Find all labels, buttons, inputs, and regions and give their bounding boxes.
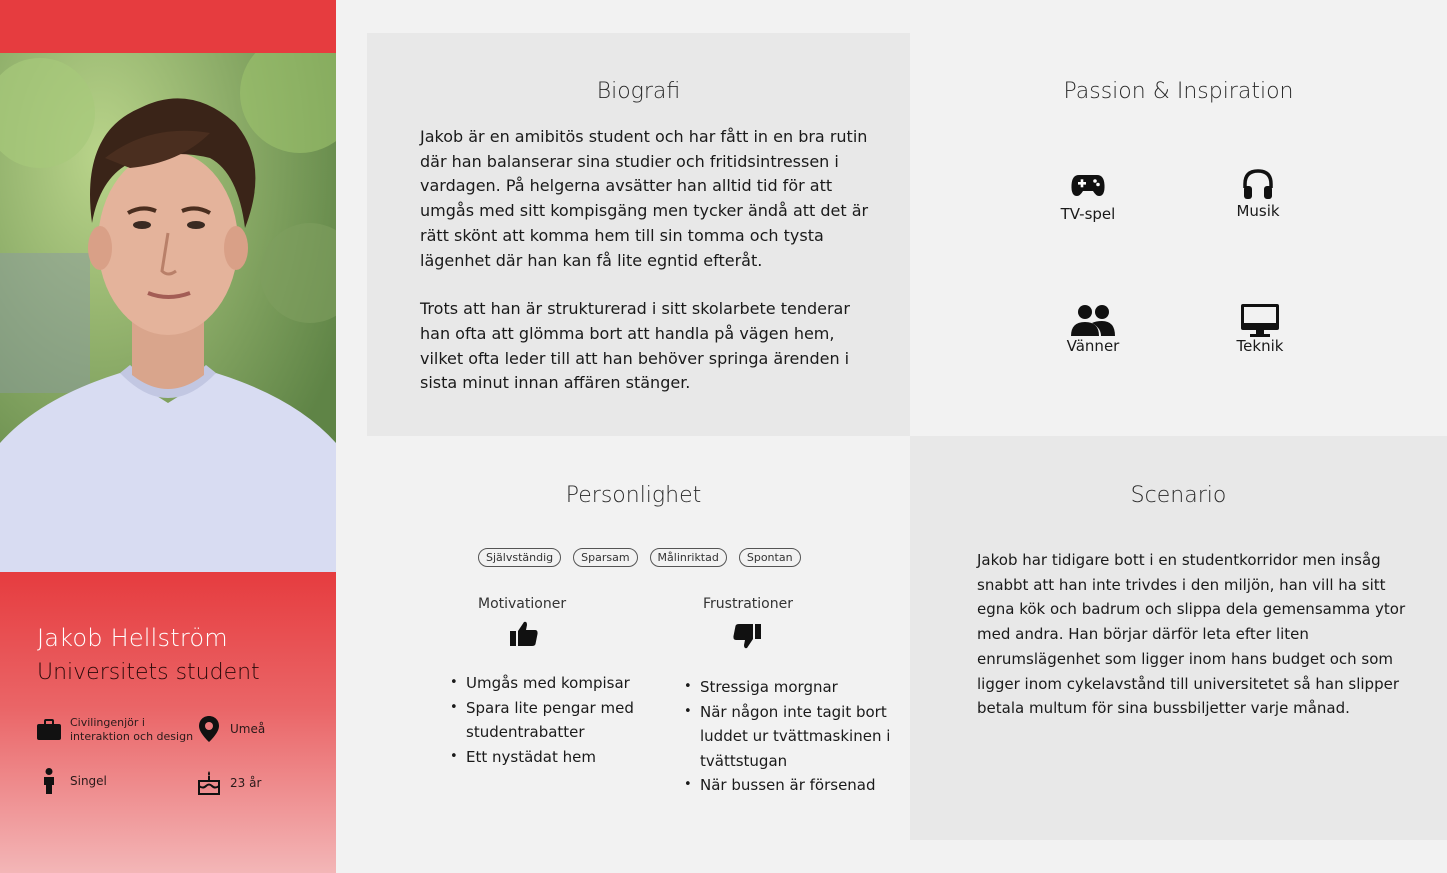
personality-tag: Målinriktad (650, 548, 727, 567)
hobby-item-friends (1033, 303, 1153, 355)
list-item: • Stressiga morgnar (684, 675, 894, 700)
personality-tag: Spontan (739, 548, 801, 567)
profile-photo (0, 53, 336, 572)
city-text: Umeå (230, 722, 266, 736)
fact-age (196, 770, 261, 796)
scenario-title: Scenario (1130, 483, 1227, 508)
age-text: 23 år (230, 776, 262, 790)
gamepad-icon (1028, 171, 1148, 203)
location-pin-icon (196, 716, 222, 742)
portrait-illustration (0, 53, 336, 572)
headphones-icon (1198, 168, 1318, 200)
personality-tag: Sparsam (573, 548, 637, 567)
thumbs-down-icon (733, 623, 761, 653)
thumbs-up-icon (510, 621, 538, 651)
hobby-label: Teknik (1236, 337, 1284, 355)
fact-city (196, 716, 265, 742)
frustrations-heading: Frustrationer (703, 596, 793, 612)
personality-tag: Självständig (478, 548, 561, 567)
hobby-label: TV-spel (1060, 205, 1116, 223)
users-icon (1033, 303, 1153, 335)
person-role: Universitets student (37, 660, 260, 685)
profile-header-bar (0, 0, 336, 53)
scenario-card (910, 436, 1447, 840)
hobby-item-technology (1200, 303, 1320, 355)
occupation-text: Civilingenjör i interaktion och design (70, 716, 194, 743)
person-name: Jakob Hellström (37, 624, 228, 652)
briefcase-icon (36, 717, 62, 743)
biography-paragraph: Trots att han är strukturerad i sitt skolarbete tenderar han ofta att glömma bort att handla på vägen hem, vilket ofta leder till att han behöver springa ärenden i sista minut innan affären stänger. (420, 299, 850, 393)
personality-tags (478, 548, 801, 567)
hobby-label: Musik (1236, 202, 1280, 220)
list-item: • Spara lite pengar med studentrabatter (450, 696, 640, 745)
list-item: • Umgås med kompisar (450, 671, 640, 696)
passion-card (910, 33, 1447, 436)
biography-card (367, 33, 910, 436)
fact-occupation (36, 716, 196, 744)
hobby-item-tv-games (1028, 171, 1148, 223)
biography-paragraph: Jakob är en amibitös student och har fått in en bra rutin där han balanserar sina studier och fritidsintressen i vardagen. På helgerna avsätter han alltid tid för att umgås med sitt kompisgäng men tycker ändå att det är rätt skönt att komma hem till sin tomma och tysta lägenhet där han kan få lite egntid efteråt. (420, 127, 869, 270)
fact-relationship (36, 768, 107, 794)
birthday-cake-icon (196, 770, 222, 796)
scenario-text: Jakob har tidigare bott i en studentkorridor men insåg snabbt att han inte trivdes i den miljön, han vill ha sitt egna kök och badrum och slippa dela gemensamma ytor med andra. Han börjar därför leta efter liten enrumslägenhet som ligger inom hans budget och som ligger inom cykelavstånd till universitetet så han slipper betala multum för sina bussbiljetter varje månad. (977, 551, 1406, 718)
profile-info-panel (0, 572, 336, 873)
biography-text (420, 125, 880, 396)
biography-title: Biografi (596, 79, 681, 104)
motivations-list (450, 671, 640, 769)
relationship-text: Singel (70, 774, 107, 788)
desktop-icon (1200, 303, 1320, 335)
list-item: • När bussen är försenad (684, 773, 894, 798)
profile-panel (0, 0, 336, 873)
list-item: • När någon inte tagit bort luddet ur tvättmaskinen i tvättstugan (684, 700, 894, 774)
hobby-label: Vänner (1066, 337, 1120, 355)
personality-card (367, 436, 910, 840)
passion-title: Passion & Inspiration (1063, 79, 1294, 104)
motivations-heading: Motivationer (478, 596, 567, 612)
list-item: • Ett nystädat hem (450, 745, 640, 770)
person-icon (36, 768, 62, 794)
frustrations-list (684, 675, 894, 798)
hobby-item-music (1198, 168, 1318, 220)
personality-title: Personlighet (565, 483, 702, 508)
